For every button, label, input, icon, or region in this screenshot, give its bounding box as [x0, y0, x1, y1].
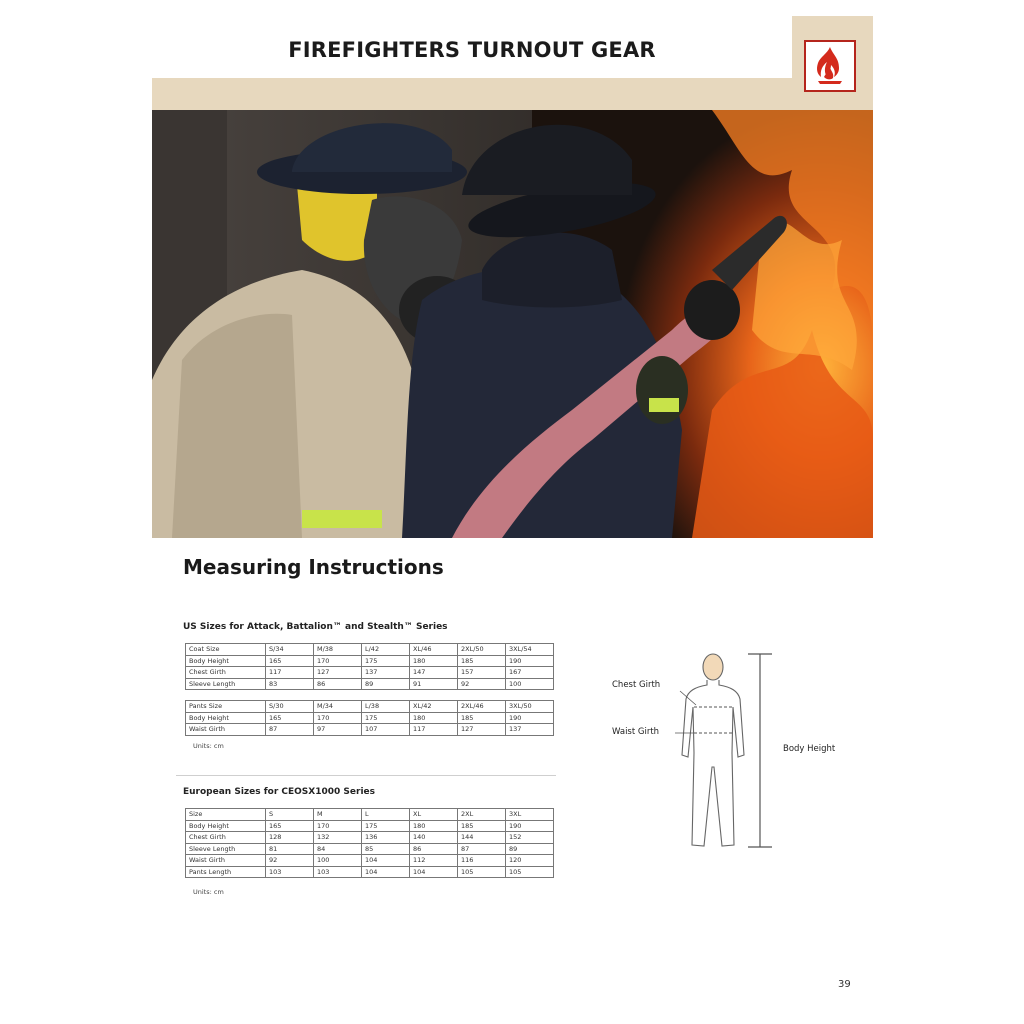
size-value-cell: 127	[314, 667, 362, 679]
size-value-cell: 81	[266, 843, 314, 855]
size-value-cell: 107	[362, 724, 410, 736]
size-value-cell: 92	[458, 678, 506, 690]
row-label-cell: Body Height	[186, 655, 266, 667]
size-value-cell: 137	[362, 667, 410, 679]
size-value-cell: 128	[266, 832, 314, 844]
table-row	[186, 667, 554, 679]
size-value-cell: 152	[506, 832, 554, 844]
size-value-cell: 165	[266, 820, 314, 832]
row-label-cell: Coat Size	[186, 644, 266, 656]
size-value-cell: 170	[314, 712, 362, 724]
size-value-cell: 170	[314, 820, 362, 832]
size-value-cell: 144	[458, 832, 506, 844]
size-value-cell: 190	[506, 655, 554, 667]
size-value-cell: 100	[506, 678, 554, 690]
us-coat-table	[185, 643, 554, 690]
us-sizes-title: US Sizes for Attack, Battalion™ and Stealth™ Series	[183, 622, 448, 632]
size-value-cell: 104	[362, 855, 410, 867]
row-label-cell: Body Height	[186, 820, 266, 832]
size-value-cell: M/38	[314, 644, 362, 656]
header-band	[152, 78, 873, 110]
row-label-cell: Pants Size	[186, 701, 266, 713]
section-title: Measuring Instructions	[183, 555, 444, 579]
row-label-cell: Size	[186, 809, 266, 821]
size-value-cell: 190	[506, 820, 554, 832]
size-value-cell: S	[266, 809, 314, 821]
size-value-cell: 87	[266, 724, 314, 736]
size-value-cell: 85	[362, 843, 410, 855]
page-title: FIREFIGHTERS TURNOUT GEAR	[288, 38, 656, 62]
table-row	[186, 809, 554, 821]
size-value-cell: 116	[458, 855, 506, 867]
size-value-cell: 105	[506, 866, 554, 878]
row-label-cell: Body Height	[186, 712, 266, 724]
row-label-cell: Waist Girth	[186, 724, 266, 736]
size-value-cell: M/34	[314, 701, 362, 713]
body-height-label: Body Height	[783, 744, 836, 754]
table-row	[186, 678, 554, 690]
size-value-cell: 180	[410, 712, 458, 724]
measurement-diagram	[600, 645, 860, 855]
size-value-cell: 117	[410, 724, 458, 736]
chest-girth-label: Chest Girth	[612, 680, 661, 690]
size-value-cell: 175	[362, 820, 410, 832]
size-value-cell: 157	[458, 667, 506, 679]
size-value-cell: 167	[506, 667, 554, 679]
size-value-cell: 2XL/50	[458, 644, 506, 656]
size-value-cell: 112	[410, 855, 458, 867]
size-value-cell: 185	[458, 655, 506, 667]
size-value-cell: 147	[410, 667, 458, 679]
size-value-cell: 91	[410, 678, 458, 690]
table-row	[186, 701, 554, 713]
size-value-cell: S/34	[266, 644, 314, 656]
size-value-cell: S/30	[266, 701, 314, 713]
waist-girth-label: Waist Girth	[612, 727, 660, 737]
size-value-cell: 86	[410, 843, 458, 855]
size-value-cell: 136	[362, 832, 410, 844]
size-value-cell: 117	[266, 667, 314, 679]
size-value-cell: 165	[266, 655, 314, 667]
size-value-cell: 127	[458, 724, 506, 736]
size-value-cell: 89	[506, 843, 554, 855]
size-value-cell: 87	[458, 843, 506, 855]
size-value-cell: 97	[314, 724, 362, 736]
size-value-cell: XL/42	[410, 701, 458, 713]
size-value-cell: 180	[410, 820, 458, 832]
size-value-cell: L/38	[362, 701, 410, 713]
us-pants-table	[185, 700, 554, 736]
size-value-cell: 103	[314, 866, 362, 878]
eu-units-note: Units: cm	[193, 888, 224, 896]
size-value-cell: 175	[362, 712, 410, 724]
table-row	[186, 843, 554, 855]
size-value-cell: 104	[410, 866, 458, 878]
size-value-cell: 2XL	[458, 809, 506, 821]
size-value-cell: 104	[362, 866, 410, 878]
table-row	[186, 820, 554, 832]
size-value-cell: 120	[506, 855, 554, 867]
size-value-cell: 84	[314, 843, 362, 855]
size-value-cell: 3XL/50	[506, 701, 554, 713]
size-value-cell: XL	[410, 809, 458, 821]
size-value-cell: 92	[266, 855, 314, 867]
table-row	[186, 712, 554, 724]
size-value-cell: 103	[266, 866, 314, 878]
size-value-cell: 3XL/54	[506, 644, 554, 656]
size-value-cell: L	[362, 809, 410, 821]
size-value-cell: 105	[458, 866, 506, 878]
row-label-cell: Chest Girth	[186, 667, 266, 679]
section-divider	[176, 775, 556, 776]
table-row	[186, 724, 554, 736]
logo-panel	[792, 16, 873, 110]
row-label-cell: Chest Girth	[186, 832, 266, 844]
eu-size-table	[185, 808, 554, 878]
table-row	[186, 655, 554, 667]
table-row	[186, 866, 554, 878]
size-value-cell: 185	[458, 712, 506, 724]
firefighters-photo	[152, 110, 873, 538]
size-value-cell: 132	[314, 832, 362, 844]
header-bar	[152, 16, 792, 78]
size-value-cell: 185	[458, 820, 506, 832]
eu-sizes-title: European Sizes for CEOSX1000 Series	[183, 787, 375, 797]
size-value-cell: 2XL/46	[458, 701, 506, 713]
size-value-cell: 180	[410, 655, 458, 667]
row-label-cell: Waist Girth	[186, 855, 266, 867]
row-label-cell: Sleeve Length	[186, 678, 266, 690]
size-value-cell: L/42	[362, 644, 410, 656]
size-value-cell: 140	[410, 832, 458, 844]
table-row	[186, 832, 554, 844]
size-value-cell: XL/46	[410, 644, 458, 656]
table-row	[186, 855, 554, 867]
size-value-cell: 86	[314, 678, 362, 690]
row-label-cell: Pants Length	[186, 866, 266, 878]
row-label-cell: Sleeve Length	[186, 843, 266, 855]
size-value-cell: 165	[266, 712, 314, 724]
size-value-cell: 137	[506, 724, 554, 736]
size-value-cell: 190	[506, 712, 554, 724]
size-value-cell: M	[314, 809, 362, 821]
us-units-note: Units: cm	[193, 742, 224, 750]
size-value-cell: 89	[362, 678, 410, 690]
size-value-cell: 100	[314, 855, 362, 867]
size-value-cell: 3XL	[506, 809, 554, 821]
size-value-cell: 175	[362, 655, 410, 667]
size-value-cell: 83	[266, 678, 314, 690]
table-row	[186, 644, 554, 656]
flame-icon	[804, 40, 856, 92]
size-value-cell: 170	[314, 655, 362, 667]
page-number: 39	[838, 979, 851, 990]
